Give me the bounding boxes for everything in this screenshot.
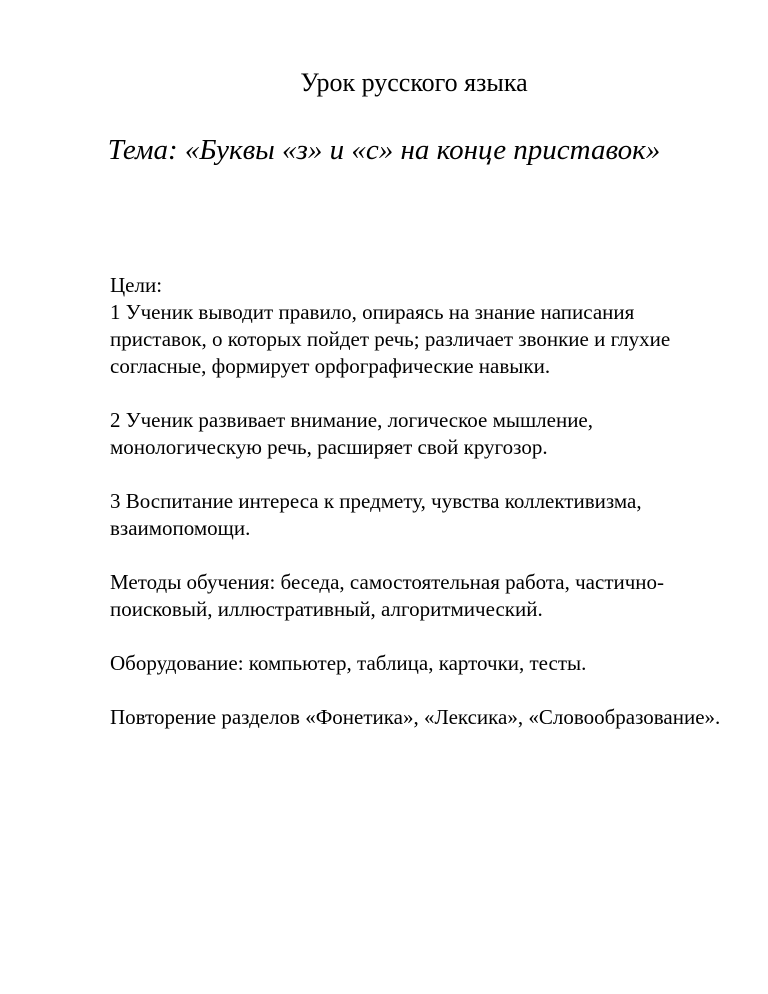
goal-2-paragraph: 2 Ученик развивает внимание, логическое мышление, монологическую речь, расширяет свой кругозор. [110,408,593,459]
goal-3-paragraph: 3 Воспитание интереса к предмету, чувства коллективизма, взаимопомощи. [110,489,642,540]
review-paragraph: Повторение разделов «Фонетика», «Лексика», «Словообразование». [110,705,721,729]
equipment-paragraph: Оборудование: компьютер, таблица, карточки, тесты. [110,651,587,675]
lesson-topic: Тема: «Буквы «з» и «с» на конце приставок» [107,134,661,166]
lesson-body [110,272,730,731]
methods-paragraph: Методы обучения: беседа, самостоятельная работа, частично-поисковый, иллюстративный, алгоритмический. [110,570,665,621]
goal-1-paragraph: 1 Ученик выводит правило, опираясь на знание написания приставок, о которых пойдет речь; различает звонкие и глухие согласные, формирует орфографические навыки. [110,300,671,378]
goals-heading: Цели: [110,273,163,297]
lesson-title: Урок русского языка [300,68,528,97]
